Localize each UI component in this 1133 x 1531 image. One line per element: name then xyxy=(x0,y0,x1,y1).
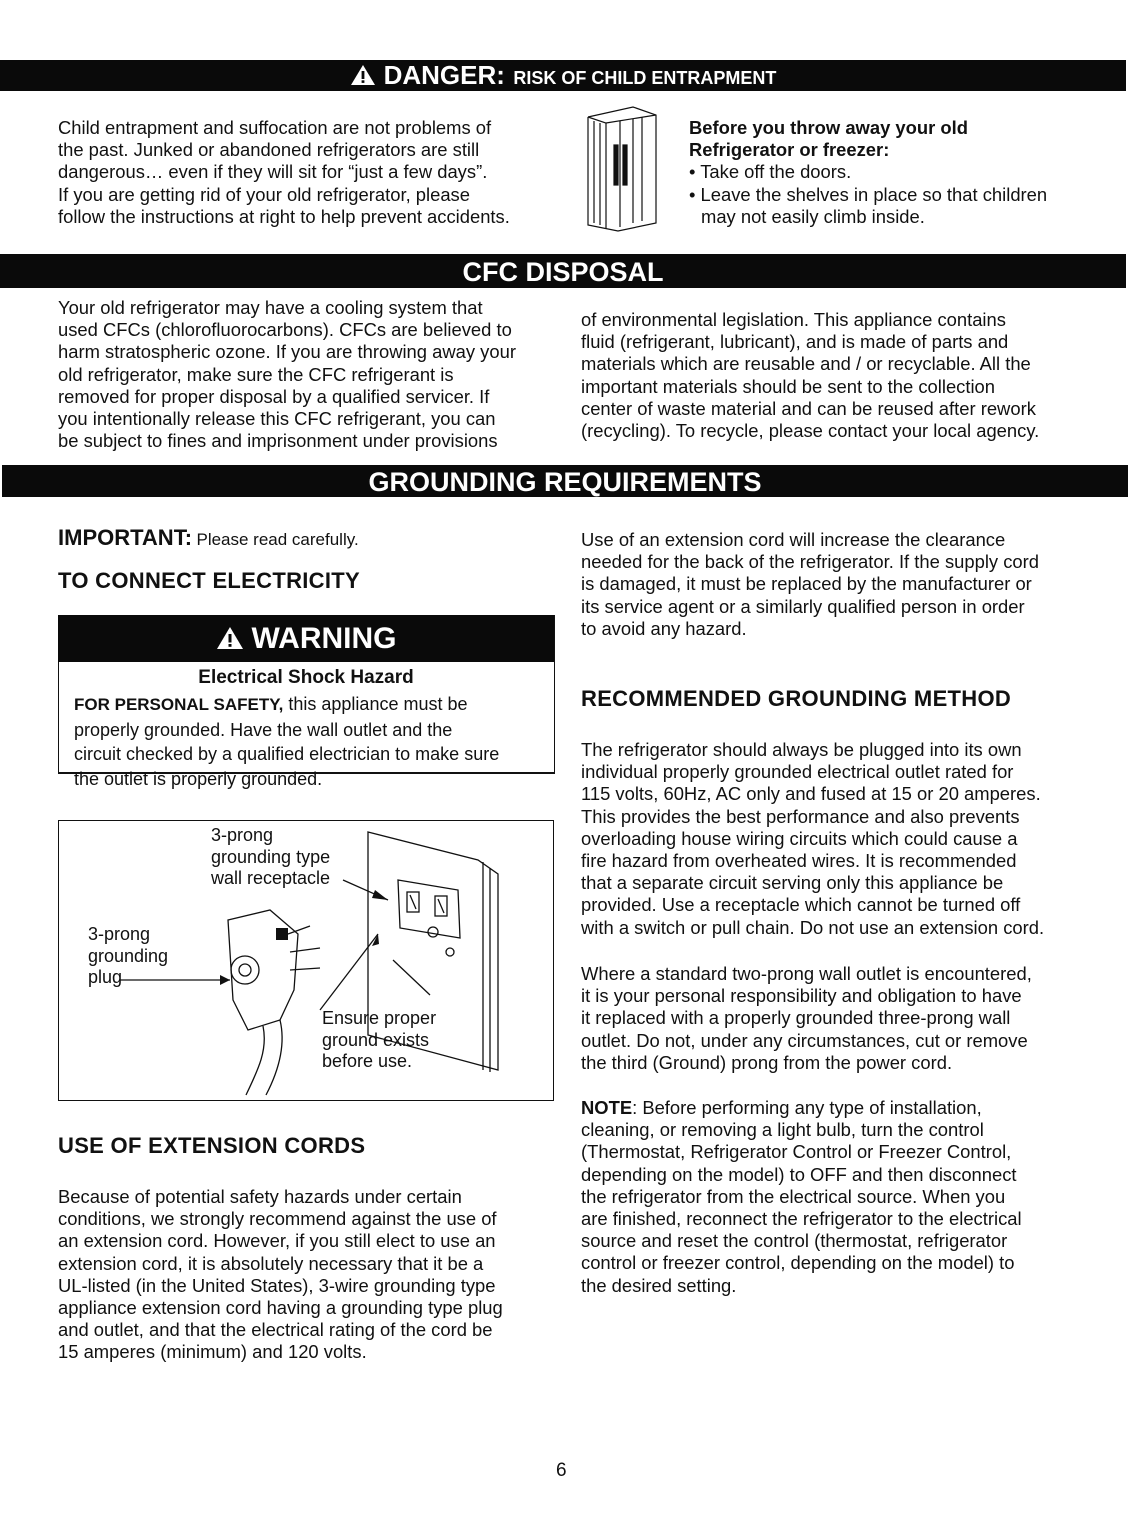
text-line: the outlet is properly grounded. xyxy=(74,768,323,789)
text-line: dangerous… even if they will sit for “just a few days”. xyxy=(58,161,488,183)
text-line: overloading house wiring circuits which could cause a xyxy=(581,827,1018,849)
text-line: (recycling). To recycle, please contact your local agency. xyxy=(581,420,1040,442)
text-line: the desired setting. xyxy=(581,1274,737,1296)
text-line: needed for the back of the refrigerator. If the supply cord xyxy=(581,551,1039,573)
before-title-line: Refrigerator or freezer: xyxy=(689,139,890,161)
text-line: the past. Junked or abandoned refrigerators are still xyxy=(58,139,480,161)
important-label: IMPORTANT: xyxy=(58,525,193,550)
recommended-grounding-method-heading: RECOMMENDED GROUNDING METHOD xyxy=(581,686,1012,711)
text-line: provided. Use a receptacle which cannot be turned off xyxy=(581,894,1021,916)
text-line: plug xyxy=(88,967,123,988)
danger-subtitle: RISK OF CHILD ENTRAPMENT xyxy=(513,68,777,88)
two-prong-outlet-text xyxy=(581,963,1032,1074)
text-line: Where a standard two-prong wall outlet is encountered, xyxy=(581,963,1032,984)
text-line: extension cord, it is absolutely necessary that it be a xyxy=(58,1252,484,1274)
text-line: it replaced with a properly grounded three-prong wall xyxy=(581,1007,1011,1029)
text-line: before use. xyxy=(322,1051,413,1072)
text-line: : Before performing any type of installation, xyxy=(632,1097,982,1118)
text-line: center of waste material and can be reused after rework xyxy=(581,397,1036,419)
text-line: this appliance must be xyxy=(283,694,468,714)
page-number: 6 xyxy=(556,1460,567,1481)
text-line: ground exists xyxy=(322,1029,430,1050)
text-line: fluid (refrigerant, lubricant), and is made of parts and xyxy=(581,331,1009,353)
danger-word: DANGER: xyxy=(383,60,505,90)
text-line: If you are getting rid of your old refrigerator, please xyxy=(58,183,470,205)
text-line: cleaning, or removing a light bulb, turn the control xyxy=(581,1119,984,1141)
text-line: appliance extension cord having a grounding type plug xyxy=(58,1297,503,1319)
text-line: it is your personal responsibility and obligation to have xyxy=(581,985,1022,1007)
refrigerator-illustration xyxy=(578,105,663,235)
text-line: Use of an extension cord will increase the clearance xyxy=(581,529,1006,550)
text-line: control or freezer control, depending on the model) to xyxy=(581,1252,1015,1274)
warning-triangle-icon xyxy=(216,626,244,650)
safety-line xyxy=(74,692,499,718)
important-line xyxy=(58,525,359,551)
bullet-leave-shelves: • Leave the shelves in place so that children xyxy=(689,183,1048,205)
text-line: Because of potential safety hazards under certain xyxy=(58,1186,462,1207)
text-line: 15 amperes (minimum) and 120 volts. xyxy=(58,1341,367,1363)
text-line: with a switch or pull chain. Do not use an extension cord. xyxy=(581,916,1045,938)
text-line: depending on the model) to OFF and then disconnect xyxy=(581,1163,1017,1185)
grounding-requirements-banner xyxy=(2,465,1128,497)
important-text: Please read carefully. xyxy=(196,530,359,549)
text-line: 115 volts, 60Hz, AC only and fused at 15 or 20 amperes. xyxy=(581,783,1041,805)
text-line: that a separate circuit serving only this appliance be xyxy=(581,872,1004,894)
text-line: used CFCs (chlorofluorocarbons). CFCs are believed to xyxy=(58,319,512,341)
text-line: (Thermostat, Refrigerator Control or Freezer Control, xyxy=(581,1141,1012,1163)
text-line: follow the instructions at right to help prevent accidents. xyxy=(58,205,510,227)
hazard-title: Electrical Shock Hazard xyxy=(198,667,414,688)
text-line: and outlet, and that the electrical rating of the cord be xyxy=(58,1319,493,1341)
text-line: wall receptacle xyxy=(211,868,331,889)
cfc-title: CFC DISPOSAL xyxy=(462,257,664,287)
text-line: removed for proper disposal by a qualified servicer. If xyxy=(58,385,490,407)
plug-and-receptacle-illustration xyxy=(58,820,552,1099)
safety-lead: FOR PERSONAL SAFETY, xyxy=(74,695,284,714)
text-line: the refrigerator from the electrical source. When you xyxy=(581,1185,1006,1207)
text-line: to avoid any hazard. xyxy=(581,617,747,639)
text-line: grounding xyxy=(88,945,169,966)
text-line: properly grounded. Have the wall outlet and the xyxy=(74,719,453,740)
extension-cords-text xyxy=(58,1186,503,1364)
text-line: source and reset the control (thermostat, refrigerator xyxy=(581,1230,1008,1252)
text-line: This provides the best performance and also prevents xyxy=(581,805,1020,827)
text-line: UL-listed (in the United States), 3-wire grounding type xyxy=(58,1274,496,1296)
cfc-right-text xyxy=(581,309,1039,442)
text-line: is damaged, it must be replaced by the manufacturer or xyxy=(581,573,1032,595)
text-line: materials which are reusable and / or recyclable. All the xyxy=(581,353,1031,375)
cfc-left-text xyxy=(58,297,516,452)
grounding-title: GROUNDING REQUIREMENTS xyxy=(368,467,762,497)
before-you-throw-away xyxy=(689,117,1047,228)
text-line: the third (Ground) prong from the power cord. xyxy=(581,1051,953,1073)
text-line: The refrigerator should always be plugged into its own xyxy=(581,739,1022,760)
note-text xyxy=(581,1097,1022,1297)
to-connect-electricity-heading: TO CONNECT ELECTRICITY xyxy=(58,568,360,593)
safety-text xyxy=(74,692,499,791)
text-line: Ensure proper xyxy=(322,1008,437,1028)
use-of-extension-cords-heading: USE OF EXTENSION CORDS xyxy=(58,1133,366,1158)
before-title-line: Before you throw away your old xyxy=(689,117,968,138)
warning-title: WARNING xyxy=(251,622,397,655)
bullet-take-off-doors: • Take off the doors. xyxy=(689,161,852,183)
text-line: old refrigerator, make sure the CFC refrigerant is xyxy=(58,363,454,385)
text-line: 3-prong xyxy=(211,825,274,845)
text-line: of environmental legislation. This appliance contains xyxy=(581,309,1006,330)
text-line: are finished, reconnect the refrigerator to the electrical xyxy=(581,1208,1022,1230)
text-line: an extension cord. However, if you still elect to use an xyxy=(58,1230,496,1252)
text-line: Child entrapment and suffocation are not problems of xyxy=(58,117,492,138)
cfc-disposal-banner xyxy=(0,254,1126,288)
text-line: important materials should be sent to the collection xyxy=(581,375,996,397)
text-line: its service agent or a similarly qualified person in order xyxy=(581,595,1025,617)
text-line: grounding type xyxy=(211,846,331,867)
extension-clearance-text xyxy=(581,529,1039,640)
note-first-line xyxy=(581,1097,1022,1119)
text-line: individual properly grounded electrical outlet rated for xyxy=(581,761,1014,783)
warning-triangle-icon xyxy=(350,64,376,86)
text-line: Your old refrigerator may have a cooling system that xyxy=(58,297,483,318)
bullet-leave-shelves-cont: may not easily climb inside. xyxy=(701,205,925,227)
note-label: NOTE xyxy=(581,1097,633,1118)
danger-left-text xyxy=(58,117,510,228)
text-line: outlet. Do not, under any circumstances, cut or remove xyxy=(581,1029,1028,1051)
text-line: conditions, we strongly recommend against the use of xyxy=(58,1208,497,1230)
text-line: 3-prong xyxy=(88,924,151,944)
text-line: you intentionally release this CFC refrigerant, you can xyxy=(58,408,496,430)
text-line: fire hazard from overheated wires. It is recommended xyxy=(581,850,1017,872)
grounding-method-text xyxy=(581,739,1044,939)
warning-header xyxy=(58,615,554,662)
danger-banner xyxy=(0,60,1126,91)
text-line: harm stratospheric ozone. If you are throwing away your xyxy=(58,341,516,363)
text-line: circuit checked by a qualified electrician to make sure xyxy=(74,744,500,764)
text-line: be subject to fines and imprisonment under provisions xyxy=(58,430,498,452)
